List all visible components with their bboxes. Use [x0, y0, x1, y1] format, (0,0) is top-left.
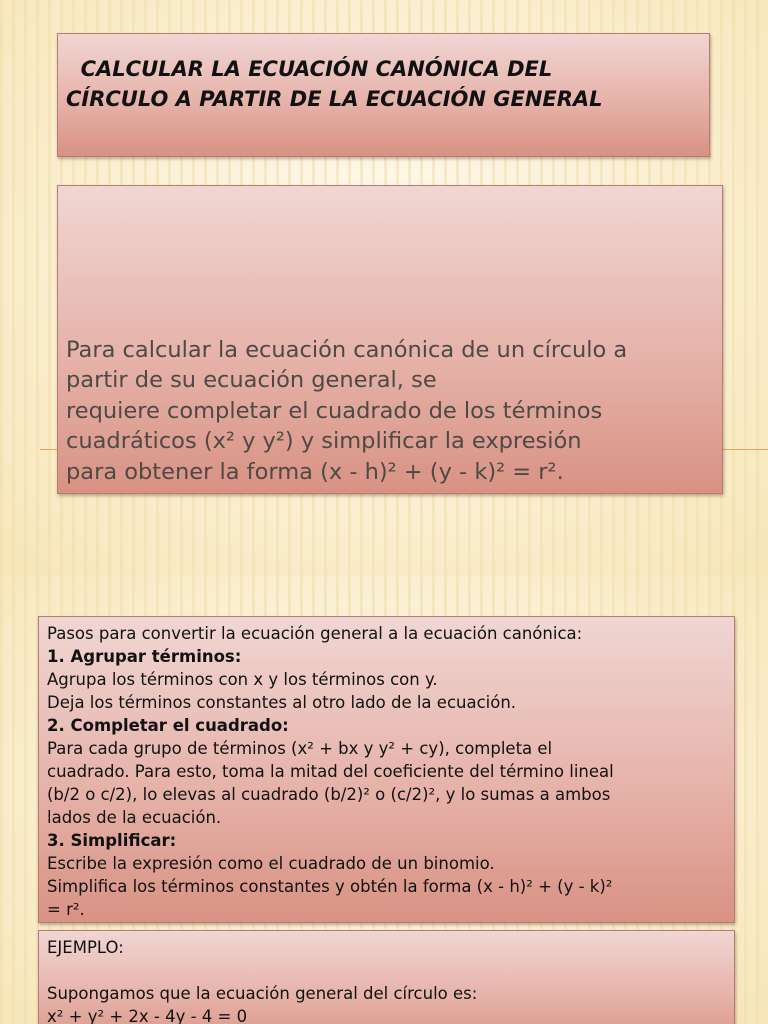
step-3-heading: 3. Simplificar:	[47, 831, 177, 850]
steps-content	[47, 622, 727, 921]
steps-intro: Pasos para convertir la ecuación general a la ecuación canónica:	[47, 624, 583, 643]
step-2-line: Para cada grupo de términos (x² + bx y y² + cy), completa el	[47, 739, 553, 758]
intro-line: Para calcular la ecuación canónica de un círculo a	[66, 336, 628, 363]
step-2-heading: 2. Completar el cuadrado:	[47, 716, 289, 735]
example-content	[47, 936, 727, 1024]
step-3-line: Escribe la expresión como el cuadrado de un binomio.	[47, 854, 495, 873]
steps-box	[38, 616, 735, 923]
example-intro: Supongamos que la ecuación general del círculo es:	[47, 984, 478, 1003]
intro-paragraph	[66, 335, 711, 488]
intro-line: partir de su ecuación general, se	[66, 367, 437, 393]
intro-line: requiere completar el cuadrado de los términos	[66, 397, 603, 424]
step-3-line: = r².	[47, 900, 85, 919]
example-label: EJEMPLO:	[47, 938, 124, 957]
step-2-line: lados de la ecuación.	[47, 808, 222, 827]
example-equation: x² + y² + 2x - 4y - 4 = 0	[47, 1007, 248, 1024]
step-1-line: Agrupa los términos con x y los términos con y.	[47, 670, 438, 689]
slide-2	[0, 576, 768, 1024]
example-box	[38, 930, 735, 1024]
step-1-line: Deja los términos constantes al otro lado de la ecuación.	[47, 693, 517, 712]
example-spacer	[47, 959, 727, 982]
intro-box	[57, 185, 723, 494]
slide-title	[66, 54, 696, 114]
intro-line: para obtener la forma (x - h)² + (y - k)² = r².	[66, 458, 564, 485]
step-2-line: (b/2 o c/2), lo elevas al cuadrado (b/2)² o (c/2)², y lo sumas a ambos	[47, 785, 611, 804]
intro-line: cuadráticos (x² y y²) y simplificar la expresión	[66, 428, 582, 454]
title-line-2: CÍRCULO A PARTIR DE LA ECUACIÓN GENERAL	[66, 87, 603, 111]
step-1-heading: 1. Agrupar términos:	[47, 647, 242, 666]
step-3-line: Simplifica los términos constantes y obtén la forma (x - h)² + (y - k)²	[47, 877, 613, 896]
title-line-1: CALCULAR LA ECUACIÓN CANÓNICA DEL	[66, 57, 553, 81]
title-box	[57, 33, 710, 157]
step-2-line: cuadrado. Para esto, toma la mitad del coeficiente del término lineal	[47, 762, 614, 781]
